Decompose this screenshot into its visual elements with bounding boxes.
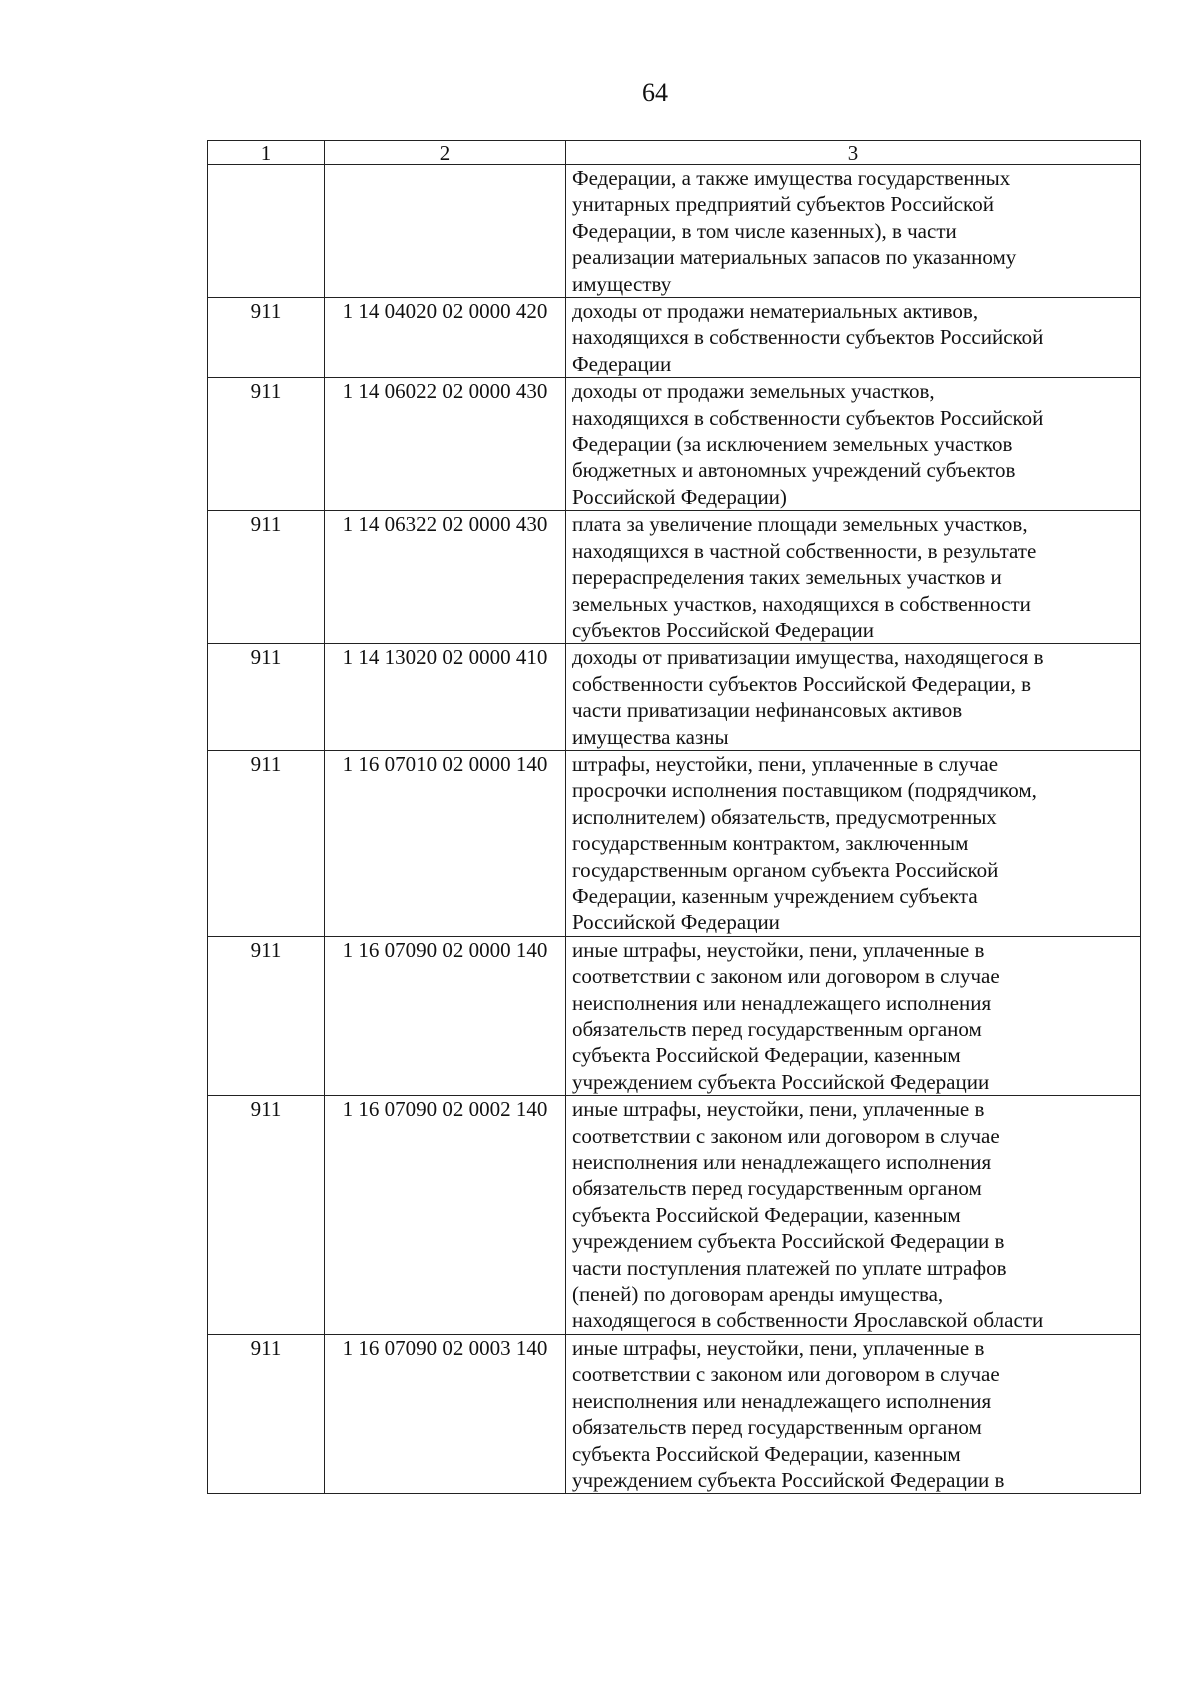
admin-code-cell: 911 (208, 750, 325, 936)
description-line: просрочки исполнения поставщиком (подрядчиком, (572, 778, 1037, 803)
revenue-code-cell: 1 16 07010 02 0000 140 (325, 750, 566, 936)
description-line: (пеней) по договорам аренды имущества, (572, 1282, 944, 1307)
description-line: Федерации (572, 351, 672, 376)
description-line: находящихся в частной собственности, в результате (572, 538, 1037, 563)
table-row (208, 298, 1141, 378)
description-line: государственным органом субъекта Российской (572, 857, 999, 882)
admin-code-cell: 911 (208, 511, 325, 644)
description-line: штрафы, неустойки, пени, уплаченные в случае (572, 751, 999, 776)
description-line: доходы от продажи нематериальных активов, (572, 299, 979, 324)
description-line: иные штрафы, неустойки, пени, уплаченные в (572, 1097, 985, 1122)
description-line: иные штрафы, неустойки, пени, уплаченные в (572, 1335, 985, 1360)
description-line: имуществу (572, 271, 672, 296)
description-line: неисполнения или ненадлежащего исполнения (572, 1388, 992, 1413)
description-line: обязательств перед государственным органом (572, 1415, 982, 1440)
table-row (208, 644, 1141, 751)
table-header-row (208, 141, 1141, 165)
description-line: Российской Федерации (572, 910, 780, 935)
description-line: обязательств перед государственным органом (572, 1017, 982, 1041)
admin-code-cell: 911 (208, 1096, 325, 1335)
description-cell (566, 644, 1141, 751)
description-line: обязательств перед государственным органом (572, 1176, 982, 1201)
description-line: собственности субъектов Российской Федерации, в (572, 671, 1032, 696)
description-line: перераспределения таких земельных участков и (572, 565, 1002, 590)
description-line: неисполнения или ненадлежащего исполнения (572, 990, 992, 1015)
description-line: части приватизации нефинансовых активов (572, 698, 963, 723)
description-line: доходы от приватизации имущества, находящегося в (572, 645, 1044, 670)
revenue-code-cell: 1 14 06322 02 0000 430 (325, 511, 566, 644)
description-line: государственным контрактом, заключенным (572, 831, 969, 856)
admin-code-cell (208, 165, 325, 298)
description-line: Федерации (за исключением земельных участков (572, 432, 1013, 457)
revenue-codes-table (207, 140, 1141, 1494)
description-cell (566, 1096, 1141, 1335)
admin-code-cell: 911 (208, 1334, 325, 1493)
description-line: иные штрафы, неустойки, пени, уплаченные в (572, 937, 985, 962)
description-line: Федерации, в том числе казенных), в части (572, 218, 957, 243)
description-line: соответствии с законом или договором в случае (572, 1123, 1000, 1148)
description-line: учреждением субъекта Российской Федерации в (572, 1229, 1005, 1254)
revenue-code-cell: 1 14 04020 02 0000 420 (325, 298, 566, 378)
table-row (208, 1096, 1141, 1335)
description-line: находящегося в собственности Ярославской области (572, 1308, 1044, 1333)
description-line: субъекта Российской Федерации, казенным (572, 1202, 961, 1227)
description-line: учреждением субъекта Российской Федерации (572, 1069, 990, 1094)
revenue-code-cell: 1 16 07090 02 0000 140 (325, 936, 566, 1095)
table-row (208, 165, 1141, 298)
description-cell (566, 378, 1141, 511)
revenue-code-cell: 1 14 13020 02 0000 410 (325, 644, 566, 751)
description-line: субъекта Российской Федерации, казенным (572, 1441, 961, 1466)
description-line: Российской Федерации) (572, 484, 787, 509)
description-line: имущества казны (572, 724, 729, 749)
admin-code-cell: 911 (208, 644, 325, 751)
header-cell-3: 3 (566, 141, 1141, 165)
description-cell (566, 298, 1141, 378)
table-row (208, 1334, 1141, 1493)
description-line: Федерации, казенным учреждением субъекта (572, 883, 978, 908)
table-row (208, 511, 1141, 644)
description-line: бюджетных и автономных учреждений субъектов (572, 458, 1016, 483)
revenue-code-cell: 1 16 07090 02 0003 140 (325, 1334, 566, 1493)
table-row (208, 378, 1141, 511)
admin-code-cell: 911 (208, 378, 325, 511)
admin-code-cell: 911 (208, 298, 325, 378)
revenue-code-cell (325, 165, 566, 298)
description-line: субъектов Российской Федерации (572, 617, 875, 642)
description-line: плата за увеличение площади земельных участков, (572, 512, 1028, 537)
description-line: земельных участков, находящихся в собственности (572, 591, 1031, 616)
table-row (208, 750, 1141, 936)
description-cell (566, 165, 1141, 298)
table-row (208, 936, 1141, 1095)
description-line: учреждением субъекта Российской Федерации в (572, 1467, 1005, 1492)
admin-code-cell: 911 (208, 936, 325, 1095)
description-line: находящихся в собственности субъектов Российской (572, 325, 1044, 350)
header-cell-1: 1 (208, 141, 325, 165)
description-line: субъекта Российской Федерации, казенным (572, 1043, 961, 1068)
description-cell (566, 511, 1141, 644)
description-line: исполнителем) обязательств, предусмотренных (572, 804, 997, 829)
header-cell-2: 2 (325, 141, 566, 165)
description-line: унитарных предприятий субъектов Российской (572, 192, 994, 217)
description-line: части поступления платежей по уплате штрафов (572, 1255, 1007, 1280)
description-line: соответствии с законом или договором в случае (572, 1362, 1000, 1387)
revenue-code-cell: 1 16 07090 02 0002 140 (325, 1096, 566, 1335)
description-line: доходы от продажи земельных участков, (572, 379, 935, 404)
description-cell (566, 750, 1141, 936)
revenue-code-cell: 1 14 06022 02 0000 430 (325, 378, 566, 511)
description-line: неисполнения или ненадлежащего исполнения (572, 1150, 992, 1175)
description-line: Федерации, а также имущества государственных (572, 166, 1011, 190)
description-line: соответствии с законом или договором в случае (572, 964, 1000, 989)
description-line: находящихся в собственности субъектов Российской (572, 405, 1044, 430)
description-line: реализации материальных запасов по указанному (572, 245, 1017, 270)
table-body (208, 141, 1141, 1494)
page-number: 64 (642, 78, 668, 107)
description-cell (566, 936, 1141, 1095)
description-cell (566, 1334, 1141, 1493)
